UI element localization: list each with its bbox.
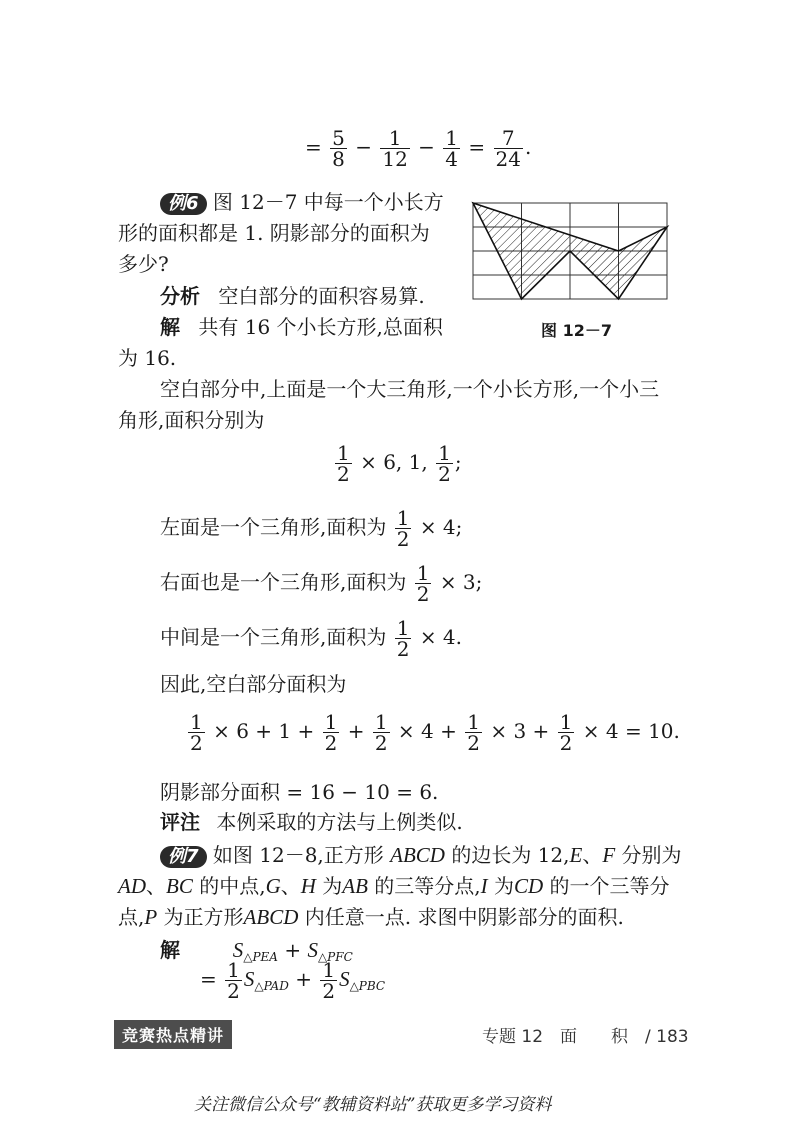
line-value: × 4; <box>419 515 463 539</box>
plus-sign: + <box>295 967 312 991</box>
denominator: 2 <box>324 731 338 755</box>
numerator: 1 <box>374 710 388 734</box>
subscript: △PFC <box>317 950 353 964</box>
fraction <box>465 712 482 753</box>
fraction <box>335 443 352 484</box>
denominator: 8 <box>332 147 345 171</box>
solution-label: 解 <box>160 315 180 339</box>
analysis-line <box>160 280 425 309</box>
text: 如图 12－8,正方形 <box>212 843 384 867</box>
fraction <box>436 443 453 484</box>
math-var: AB <box>342 874 368 898</box>
fraction <box>443 128 460 169</box>
math-var: E <box>569 843 583 867</box>
numerator: 1 <box>416 561 430 585</box>
numerator: 1 <box>396 616 410 640</box>
comment-label: 评注 <box>160 810 200 834</box>
denominator: 4 <box>445 147 459 171</box>
example6-line3: 多少? <box>118 252 169 276</box>
series-label: 竞赛热点精讲 <box>114 1020 232 1049</box>
fraction <box>558 712 575 753</box>
equals-sign: = <box>305 135 322 159</box>
example6-line1 <box>160 186 444 215</box>
text: 内任意一点. 求图中阴影部分的面积. <box>304 905 624 929</box>
numerator: 1 <box>190 710 203 734</box>
fraction <box>395 618 412 659</box>
math-var: CD <box>514 874 544 898</box>
numerator: 1 <box>337 441 350 465</box>
analysis-label: 分析 <box>160 284 200 308</box>
fraction <box>188 712 205 753</box>
semicolon: ; <box>454 450 462 474</box>
math-var: F <box>602 843 616 867</box>
top-equation <box>305 128 531 169</box>
fraction <box>494 128 523 169</box>
example6-text: 图 12－7 中每一个小长方 <box>212 190 444 214</box>
line-text: 左面是一个三角形,面积为 <box>160 515 387 539</box>
solution-label: 解 <box>160 938 180 962</box>
equals-sign: = <box>200 967 217 991</box>
fraction <box>373 712 390 753</box>
text: 、 <box>280 874 301 898</box>
denominator: 2 <box>396 637 410 661</box>
denominator: 2 <box>322 979 336 1003</box>
paragraph-line: 角形,面积分别为 <box>118 408 265 432</box>
comment-text: 本例采取的方法与上例类似. <box>216 810 463 834</box>
denominator: 2 <box>396 527 410 551</box>
math-var: BC <box>166 874 193 898</box>
math-var: S <box>339 967 350 991</box>
text: 为 <box>322 874 343 898</box>
analysis-text: 空白部分的面积容易算. <box>218 284 425 308</box>
math-var: P <box>144 905 158 929</box>
numerator: 1 <box>438 441 451 465</box>
therefore-line: 因此,空白部分面积为 <box>160 672 347 696</box>
fraction <box>380 128 409 169</box>
equation-text: × 3 + <box>490 719 550 743</box>
minus-sign: − <box>355 135 372 159</box>
subscript: △PBC <box>349 979 386 993</box>
math-var: AD <box>118 874 146 898</box>
left-triangle-line <box>160 508 462 549</box>
text: 点, <box>118 905 145 929</box>
fraction <box>415 563 432 604</box>
line-value: × 4. <box>419 625 463 649</box>
numerator: 1 <box>445 126 459 150</box>
denominator: 2 <box>190 731 203 755</box>
numerator: 1 <box>324 710 338 734</box>
numerator: 1 <box>227 958 240 982</box>
numerator: 5 <box>332 126 345 150</box>
equation-text: × 4 = 10. <box>582 719 680 743</box>
denominator: 2 <box>467 731 480 755</box>
watermark-text: 关注微信公众号“教辅资料站”获取更多学习资料 <box>194 1095 552 1115</box>
denominator: 24 <box>495 147 521 171</box>
line-text: 中间是一个三角形,面积为 <box>160 625 387 649</box>
equation-areas <box>333 443 462 484</box>
math-var: S <box>307 938 318 962</box>
equation-text: × 6, 1, <box>360 450 428 474</box>
denominator: 2 <box>438 462 451 486</box>
denominator: 2 <box>227 979 240 1003</box>
shaded-area-line: 阴影部分面积 = 16 − 10 = 6. <box>160 780 439 804</box>
subscript: △PAD <box>254 979 289 993</box>
numerator: 1 <box>380 128 409 149</box>
equation-text: + <box>347 719 365 743</box>
text: 分别为 <box>621 843 682 867</box>
solution-line <box>160 311 443 340</box>
right-triangle-line <box>160 563 482 604</box>
equation-text: × 6 + 1 + <box>213 719 315 743</box>
example-badge: 例6 <box>160 193 207 215</box>
math-var: S <box>232 938 244 962</box>
fraction <box>225 960 242 1001</box>
example6-line2: 形的面积都是 1. 阴影部分的面积为 <box>118 221 430 245</box>
page-footer-topic: 专题 12 面 积 / 183 <box>482 1027 689 1047</box>
numerator: 1 <box>396 506 410 530</box>
numerator: 7 <box>494 128 523 149</box>
sum-equation <box>186 712 680 753</box>
subscript: △PEA <box>243 950 278 964</box>
math-var: ABCD <box>243 905 299 929</box>
comment-line <box>160 806 463 835</box>
text: 的一个三等分 <box>549 874 670 898</box>
solution-line2: 为 16. <box>118 346 177 370</box>
denominator: 2 <box>416 582 430 606</box>
denominator: 2 <box>337 462 350 486</box>
fraction <box>395 508 412 549</box>
denominator: 12 <box>382 147 408 171</box>
example-badge: 例7 <box>160 846 207 868</box>
math-var: I <box>480 874 488 898</box>
middle-triangle-line <box>160 618 462 659</box>
equation-text: × 4 + <box>397 719 457 743</box>
math-var: H <box>300 874 316 898</box>
line-text: 右面也是一个三角形,面积为 <box>160 570 407 594</box>
figure-caption: 图 12－7 <box>541 321 612 340</box>
math-var: S <box>243 967 255 991</box>
math-var: G <box>265 874 281 898</box>
text: 为正方形 <box>163 905 244 929</box>
numerator: 1 <box>559 710 573 734</box>
text: 、 <box>146 874 166 898</box>
text: 、 <box>582 843 603 867</box>
numerator: 1 <box>467 710 480 734</box>
line-value: × 3; <box>439 570 483 594</box>
plus-sign: + <box>284 938 302 962</box>
denominator: 2 <box>559 731 573 755</box>
example7-equation <box>200 960 385 1001</box>
fraction <box>330 128 347 169</box>
example7-line3 <box>118 901 624 930</box>
fraction <box>323 712 340 753</box>
paragraph-line: 空白部分中,上面是一个大三角形,一个小长方形,一个小三 <box>160 377 660 401</box>
solution-text: 共有 16 个小长方形,总面积 <box>198 315 443 339</box>
text: 的中点, <box>199 874 266 898</box>
text: 的三等分点, <box>374 874 481 898</box>
math-var: ABCD <box>390 843 445 867</box>
period: . <box>524 135 532 159</box>
fraction <box>320 960 337 1001</box>
text: 为 <box>494 874 514 898</box>
denominator: 2 <box>374 731 388 755</box>
example7-line1 <box>160 839 682 868</box>
numerator: 1 <box>322 958 336 982</box>
text: 的边长为 12, <box>451 843 570 867</box>
minus-sign: − <box>418 135 435 159</box>
equals-sign: = <box>468 135 486 159</box>
figure-12-7 <box>470 200 670 304</box>
example7-line2 <box>118 870 670 899</box>
